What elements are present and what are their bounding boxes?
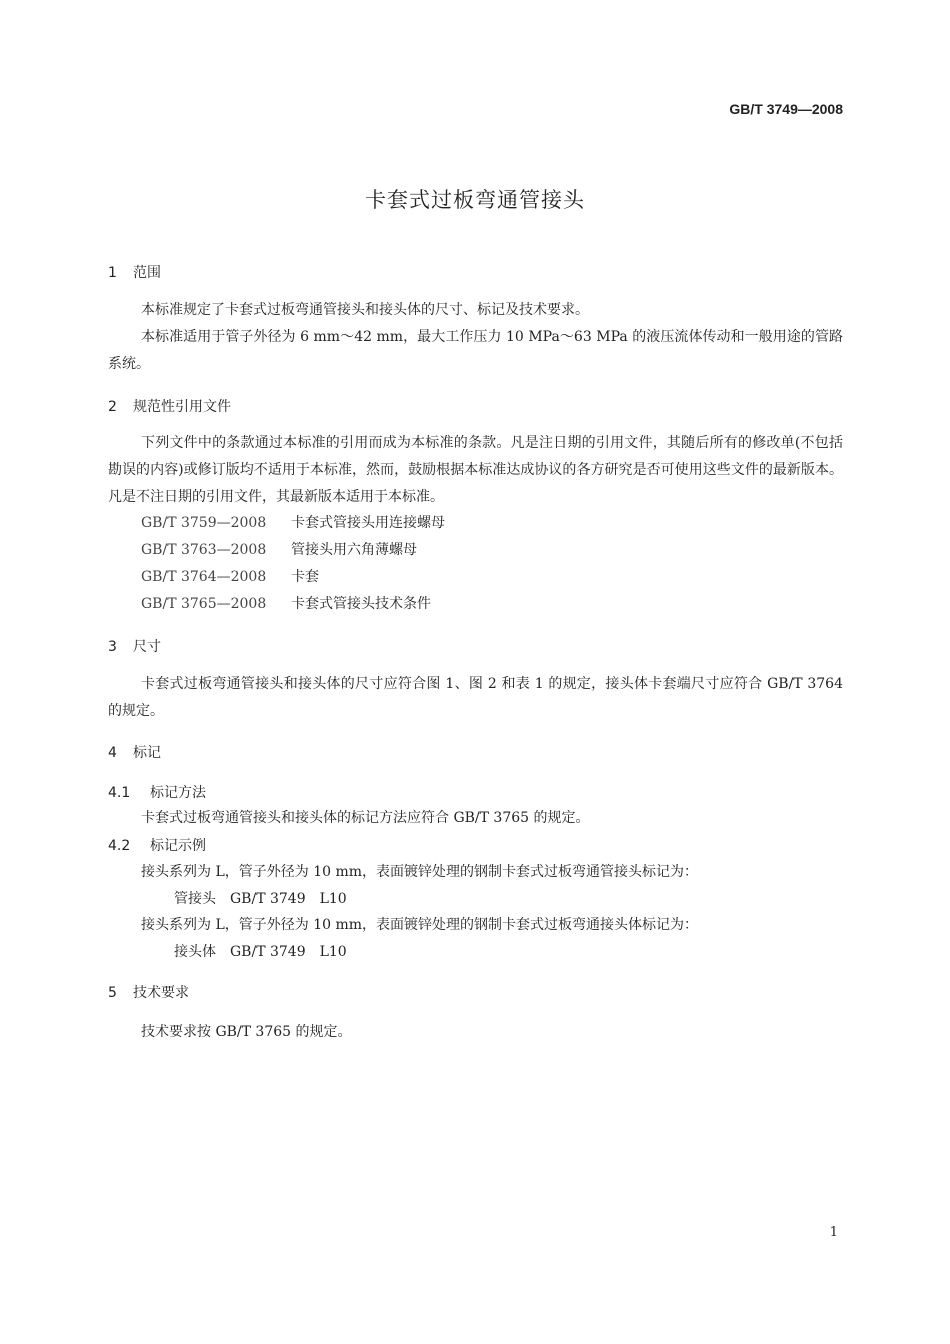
- reference-item: [141, 512, 445, 532]
- section-number: 5: [108, 985, 117, 1001]
- reference-title: 卡套式管接头用连接螺母: [291, 515, 445, 531]
- subsection-title: 标记示例: [150, 838, 206, 854]
- section-2-para-1: 下列文件中的条款通过本标准的引用而成为本标准的条款。凡是注日期的引用文件，其随后所有的修改单(不包括勘误的内容)或修订版均不适用于本标准，然而，鼓励根据本标准达成协议的各方研究是否可使用这些文件的最新版本。凡是不注日期的引用文件，其最新版本适用于本标准。: [108, 435, 843, 505]
- subsection-4-1-text: 卡套式过板弯通管接头和接头体的标记方法应符合 GB/T 3765 的规定。: [141, 810, 590, 826]
- reference-title: 卡套: [291, 569, 319, 585]
- marking-1: 管接头 GB/T 3749 L10: [174, 891, 347, 907]
- reference-item: [141, 566, 319, 586]
- section-4-heading: [108, 742, 161, 762]
- section-title: 范围: [133, 265, 161, 281]
- section-3-para-1: 卡套式过板弯通管接头和接头体的尺寸应符合图 1、图 2 和表 1 的规定，接头体卡套端尺寸应符合 GB/T 3764 的规定。: [108, 676, 843, 719]
- reference-item: [141, 593, 431, 613]
- subsection-4-1-heading: [108, 782, 206, 802]
- section-5-para-1: 技术要求按 GB/T 3765 的规定。: [141, 1024, 352, 1040]
- section-title: 技术要求: [133, 985, 189, 1001]
- reference-code: GB/T 3764—2008: [141, 569, 267, 585]
- marking-example-1: 接头系列为 L，管子外径为 10 mm，表面镀锌处理的钢制卡套式过板弯通管接头标记为：: [141, 864, 699, 880]
- reference-title: 管接头用六角薄螺母: [291, 542, 417, 558]
- reference-code: GB/T 3759—2008: [141, 515, 267, 531]
- subsection-number: 4.2: [108, 838, 131, 854]
- marking-2: 接头体 GB/T 3749 L10: [174, 944, 347, 960]
- subsection-title: 标记方法: [150, 785, 206, 801]
- section-5-heading: [108, 982, 189, 1002]
- section-number: 4: [108, 745, 117, 761]
- document-title: 卡套式过板弯通管接头: [365, 188, 585, 212]
- section-3-heading: [108, 636, 161, 656]
- subsection-4-2-heading: [108, 835, 206, 855]
- section-title: 尺寸: [133, 639, 161, 655]
- section-number: 1: [108, 265, 117, 281]
- section-title: 规范性引用文件: [133, 399, 231, 415]
- section-2-heading: [108, 396, 231, 416]
- section-1-para-1: 本标准规定了卡套式过板弯通管接头和接头体的尺寸、标记及技术要求。: [141, 302, 589, 318]
- section-1-para-2: 本标准适用于管子外径为 6 mm～42 mm，最大工作压力 10 MPa～63 MPa 的液压流体传动和一般用途的管路系统。: [108, 329, 843, 372]
- subsection-number: 4.1: [108, 785, 131, 801]
- section-1-heading: [108, 262, 161, 282]
- reference-code: GB/T 3765—2008: [141, 596, 267, 612]
- section-number: 3: [108, 639, 117, 655]
- reference-code: GB/T 3763—2008: [141, 542, 267, 558]
- marking-example-2: 接头系列为 L，管子外径为 10 mm，表面镀锌处理的钢制卡套式过板弯通接头体标记为：: [141, 917, 699, 933]
- reference-title: 卡套式管接头技术条件: [291, 596, 431, 612]
- page-number: 1: [829, 1225, 838, 1240]
- section-number: 2: [108, 399, 117, 415]
- standard-code: GB/T 3749—2008: [729, 101, 843, 117]
- section-title: 标记: [133, 745, 161, 761]
- reference-item: [141, 539, 417, 559]
